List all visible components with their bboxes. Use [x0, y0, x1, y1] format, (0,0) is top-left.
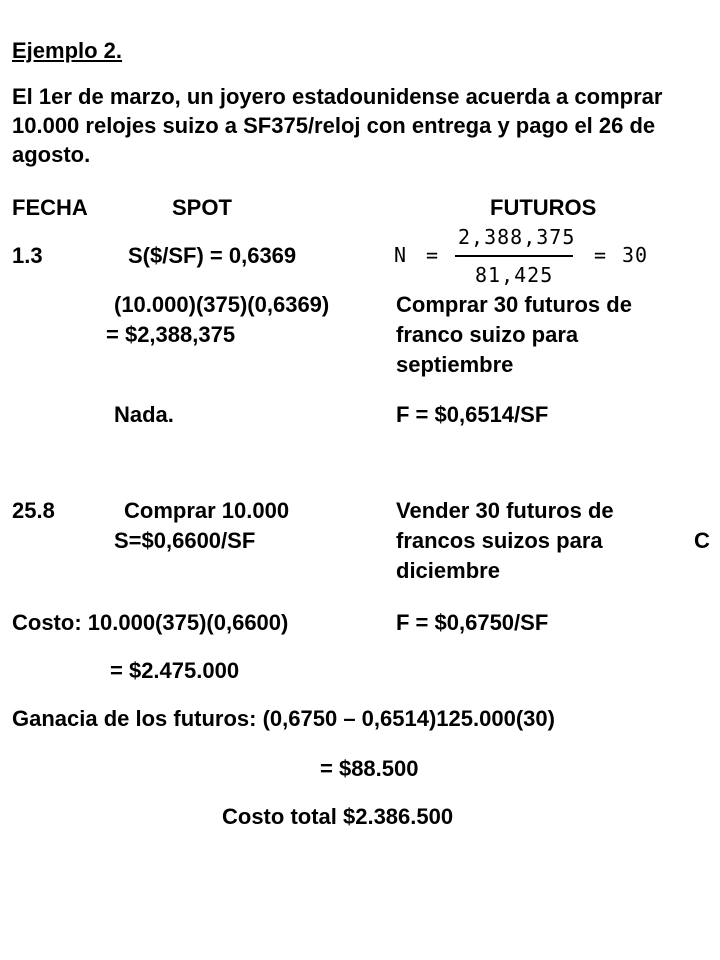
row2-futures-line3: diciembre — [396, 558, 500, 583]
formula-numerator: 2,388,375 — [458, 225, 576, 249]
row2-futures-line1: Vender 30 futuros de — [396, 498, 614, 523]
formula-result: 30 — [622, 243, 649, 267]
row1-spot-rate: S($/SF) = 0,6369 — [128, 243, 297, 268]
formula-equals-1: = — [426, 243, 440, 267]
formula-lhs: N — [394, 243, 408, 267]
row1-spot-calc: (10.000)(375)(0,6369) — [114, 292, 330, 317]
row2-futures-price: F = $0,6750/SF — [396, 610, 549, 635]
formula-equals-2: = — [594, 243, 608, 267]
row2-futures-extra: C — [694, 528, 710, 553]
row1-futures-price: F = $0,6514/SF — [396, 402, 549, 427]
formula-denominator: 81,425 — [475, 263, 554, 287]
row2-cost-total: = $2.475.000 — [110, 658, 240, 683]
row2-date: 25.8 — [12, 498, 55, 523]
row1-futures-line2: franco suizo para — [396, 322, 579, 347]
row1-spot-total: = $2,388,375 — [106, 322, 236, 347]
header-fecha: FECHA — [12, 195, 88, 220]
intro-paragraph: El 1er de marzo, un joyero estadounidense acuerda a comprar 10.000 relojes suizo a SF375/reloj con entrega y pago el 26 de agosto. — [12, 84, 663, 167]
row2-spot-line1: Comprar 10.000 — [124, 498, 290, 523]
fraction-bar — [455, 255, 573, 257]
row2-futures-line2: francos suizos para — [396, 528, 603, 553]
header-futuros: FUTUROS — [490, 195, 597, 220]
futures-gain-line: Ganacia de los futuros: (0,6750 – 0,6514)125.000(30) — [12, 706, 555, 731]
futures-gain-total: = $88.500 — [320, 756, 419, 781]
total-cost: Costo total $2.386.500 — [222, 804, 454, 829]
row1-futures-line3: septiembre — [396, 352, 514, 377]
row1-futures-line1: Comprar 30 futuros de — [396, 292, 632, 317]
row1-date: 1.3 — [12, 243, 43, 268]
header-spot: SPOT — [172, 195, 232, 220]
row1-spot-nada: Nada. — [114, 402, 174, 427]
row2-spot-line2: S=$0,6600/SF — [114, 528, 256, 553]
row2-cost: Costo: 10.000(375)(0,6600) — [12, 610, 289, 635]
example-title: Ejemplo 2. — [12, 38, 123, 63]
